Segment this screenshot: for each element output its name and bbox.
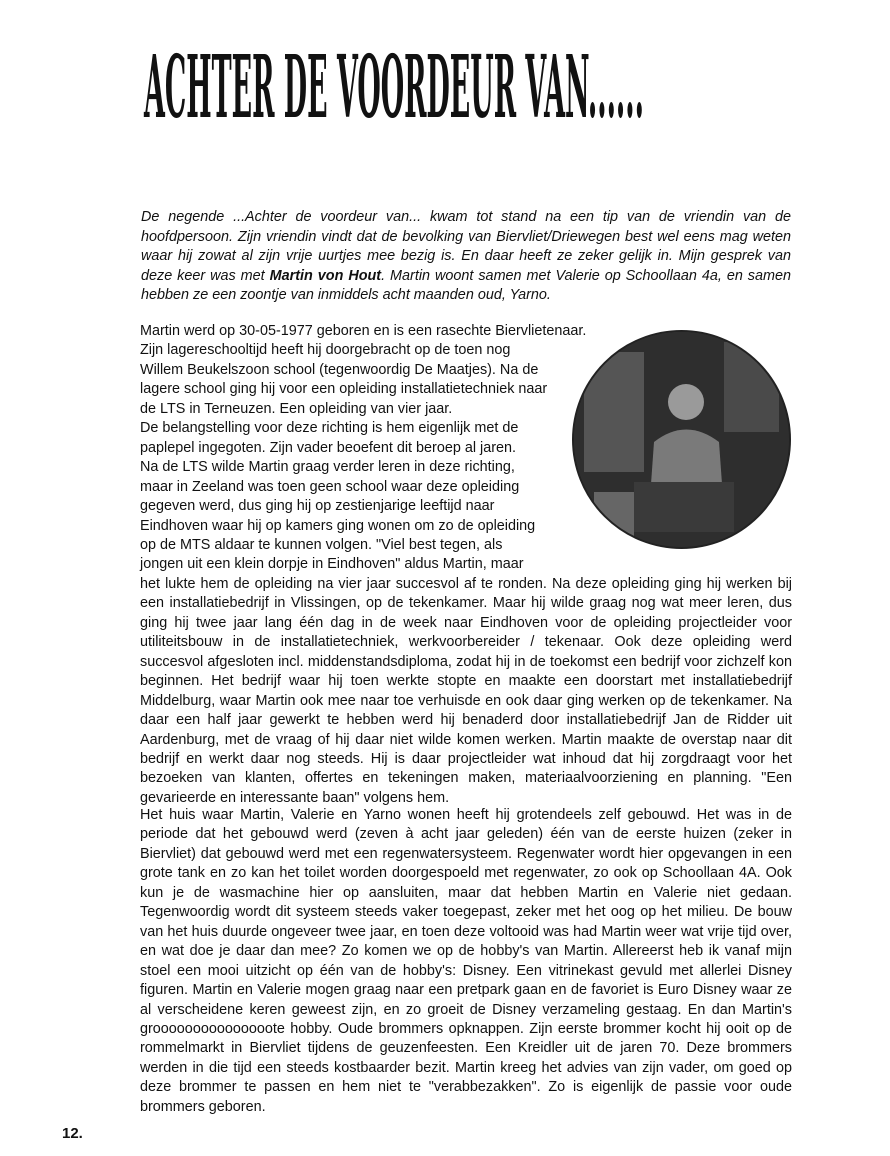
wrapped-line: op de MTS aldaar te kunnen volgen. "Viel best tegen, als xyxy=(140,536,503,553)
intro-text-start: De negende ...Achter de voordeur van... kwam tot stand na een tip van de vriendin van de hoofdpersoon. Zijn vriendin vindt dat de bevolking van Biervliet/Driewegen best wel eens mag weten waar hij zowat al zijn vrije uurtjes mee bezig is. En daar heeft ze zeker gelijk in. Mijn gesprek van deze keer was met xyxy=(141,209,791,284)
wrapped-line: de LTS in Terneuzen. Een opleiding van vier jaar. xyxy=(140,400,453,417)
wrapped-line: De belangstelling voor deze richting is hem eigenlijk met de xyxy=(140,420,519,437)
wrapped-line: paplepel ingegoten. Zijn vader beoefent dit beroep al jaren. xyxy=(140,439,517,456)
wrapped-line: Zijn lagereschooltijd heeft hij doorgebracht op de toen nog xyxy=(140,342,511,359)
body-paragraph-2: Het huis waar Martin, Valerie en Yarno wonen heeft hij grotendeels zelf gebouwd. Het was in de periode dat het gebouwd werd (zeven à acht jaar geleden) één van de eerste huizen (zeker in Biervliet) dat gebouwd werd met een regenwatersysteem. Regenwater wordt hier opgevangen in een grote tank en zo kan het toilet worden doorgespoeld met regenwater, zo ook op Schoollaan 4A. Ook kun je de wasmachine hier op aansluiten, maar dat hebben Martin en Valerie niet gedaan. Tegenwoordig wordt dit systeem steeds vaker toegepast, zeker met het oog op het milieu. De bouw van het huis duurde ongeveer twee jaar, en toen deze voltooid was had Martin weer wat vrije tijd over, en wat doe je daar dan mee? Zo komen we op de hobby's van Martin. Allereerst heb ik vanaf mijn stoel een mooi uitzicht op één van de hobby's: Disney. Een vitrinekast gevuld met allerlei Disney figuren. Martin en Valerie mogen graag naar een pretpark gaan en de favoriet is Euro Disney waar ze al verscheidene keren geweest zijn, en zo groeit de Disney verzameling gestaag. En dan Martin's grooooooooooooooote hobby. Oude brommers opknappen. Zijn eerste brommer kocht hij ooit op de rommelmarkt in Biervliet tijdens de geuzenfeesten. Een Kreidler uit de jaren 70. Deze brommers werden in die tijd een steeds kostbaarder bezit. Martin kreeg het advies van zijn vader, om goed op deze brommer te passen en hem niet te "verabbezakken". Zo is eigenlijk de passie voor oude brommers geboren. xyxy=(140,807,792,1115)
wrapped-line: Eindhoven waar hij op kamers ging wonen om zo de opleiding xyxy=(140,517,536,534)
headline-text: ACHTER DE VOORDEUR VAN...... xyxy=(143,36,644,138)
page-number: 12. xyxy=(62,1125,83,1142)
body-paragraph-1 xyxy=(140,322,792,808)
interviewee-name: Martin von Hout xyxy=(269,267,382,284)
intro-paragraph xyxy=(141,208,791,306)
wrapped-line: gegeven werd, dus ging hij op zestienjarige leeftijd naar xyxy=(140,498,495,515)
wrapped-line: jongen uit een klein dorpje in Eindhoven" aldus Martin, maar xyxy=(140,556,524,573)
wrapped-line: Martin werd op 30-05-1977 geboren en is een rasechte Biervlietenaar. xyxy=(140,323,587,339)
intro-text-end: . Martin woont samen met Valerie op Schoollaan 4a, en samen hebben ze een zoontje van inmiddels acht maanden oud, Yarno. xyxy=(141,267,791,303)
headline xyxy=(140,36,760,166)
wrapped-line: lagere school ging hij voor een opleiding installatietechniek naar xyxy=(140,381,548,398)
wrapped-line: Na de LTS wilde Martin graag verder leren in deze richting, xyxy=(140,459,515,476)
wrapped-line: maar in Zeeland was toen geen school waar deze opleiding xyxy=(140,478,520,495)
wrapped-line: Willem Beukelszoon school (tegenwoordig De Maatjes). Na de xyxy=(140,361,539,378)
paragraph-1-continued: het lukte hem de opleiding na vier jaar succesvol af te ronden. Na deze opleiding ging hij werken bij een installatiebedrijf in Vlissingen, op de tekenkamer. Maar hij wilde graag nog wat meer leren, dus ging hij twee jaar lang één dag in de week naar Eindhoven voor de opleiding projectleider voor utiliteitsbouw in de installatietechniek, werkvoorbereider / tekenaar. Ook deze opleiding werd succesvol afgesloten incl. middenstandsdiploma, zodat hij in de toekomst een bedrijf voor zichzelf kon beginnen. Het bedrijf waar hij toen werkte stopte en maakte een doorstart met installatiebedrijf Middelburg, waar Martin ook mee naar toe verhuisde en ook daar ging werken op de tekenkamer. Na daar een half jaar gewerkt te hebben werd hij benaderd door installatiebedrijf Jan de Ridder uit Aardenburg, met de vraag of hij daar niet wilde komen werken. Martin maakte de overstap naar dit bedrijf en werkt daar nog steeds. Hij is daar projectleider wat inhoud dat hij zorgdraagt voor het bezoeken van klanten, offertes en tekeningen maken, materiaalvoorziening en planning. "Een gevarieerde en interessante baan" volgens hem. xyxy=(140,575,792,806)
